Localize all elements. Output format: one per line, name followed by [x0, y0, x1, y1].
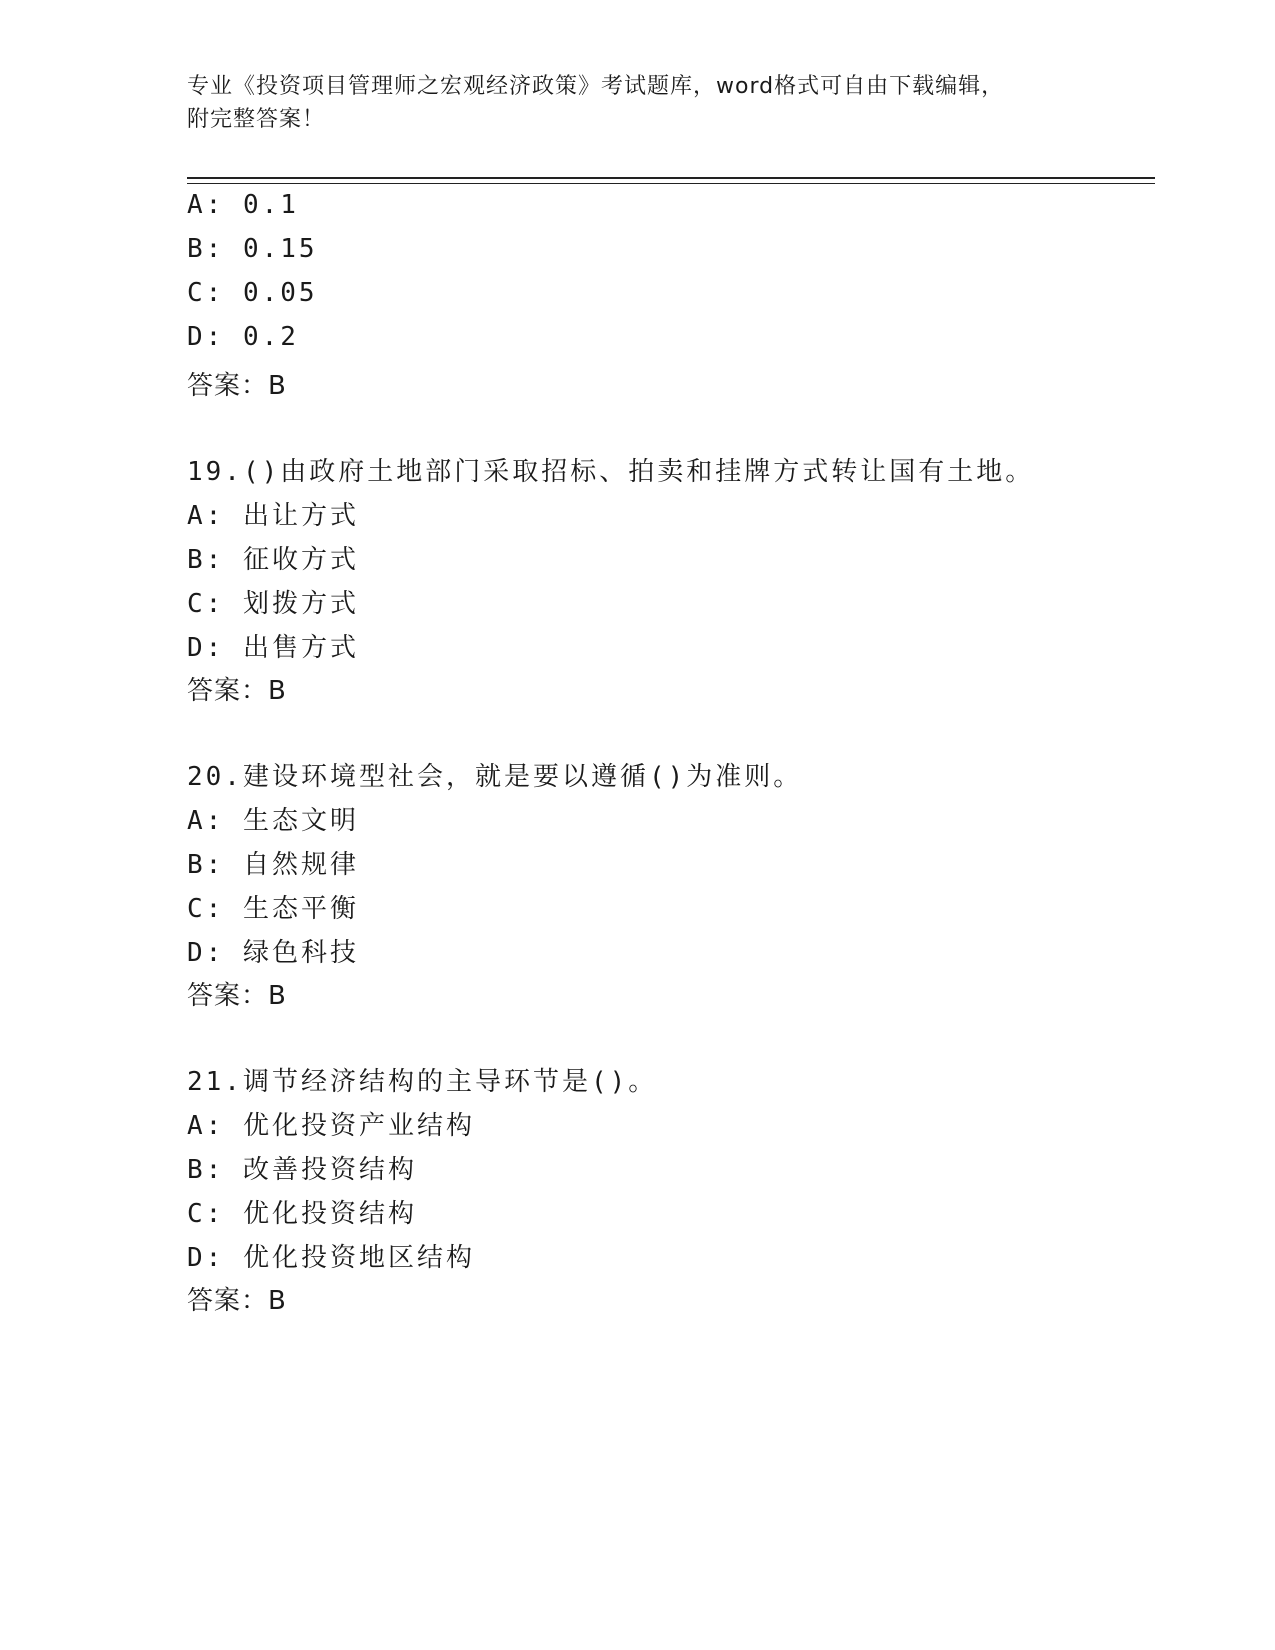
- question-stem: 20.建设环境型社会，就是要以遵循()为准则。: [187, 762, 803, 792]
- option-c: C: 生态平衡: [187, 894, 359, 924]
- question-stem: 19.()由政府土地部门采取招标、拍卖和挂牌方式转让国有土地。: [187, 457, 1035, 487]
- answer: 答案：B: [187, 371, 287, 401]
- answer: 答案：B: [187, 1286, 287, 1316]
- option-c: C: 优化投资结构: [187, 1199, 417, 1229]
- question-stem: 21.调节经济结构的主导环节是()。: [187, 1067, 658, 1097]
- header-divider-thin: [187, 183, 1155, 184]
- option-d: D: 绿色科技: [187, 938, 359, 968]
- option-c: C: 0.05: [187, 278, 318, 308]
- option-b: B: 征收方式: [187, 545, 359, 575]
- header-line-1: 专业《投资项目管理师之宏观经济政策》考试题库，word格式可自由下载编辑，: [187, 74, 1005, 99]
- option-b: B: 自然规律: [187, 850, 359, 880]
- option-a: A: 出让方式: [187, 501, 359, 531]
- header-line-2: 附完整答案！: [187, 107, 326, 132]
- option-a: A: 0.1: [187, 190, 299, 220]
- option-c: C: 划拨方式: [187, 589, 359, 619]
- answer: 答案：B: [187, 676, 287, 706]
- option-b: B: 改善投资结构: [187, 1155, 417, 1185]
- option-a: A: 优化投资产业结构: [187, 1111, 475, 1141]
- document-header: [187, 70, 1087, 136]
- option-b: B: 0.15: [187, 234, 318, 264]
- option-a: A: 生态文明: [187, 806, 359, 836]
- answer: 答案：B: [187, 981, 287, 1011]
- option-d: D: 0.2: [187, 322, 299, 352]
- option-d: D: 出售方式: [187, 633, 359, 663]
- option-d: D: 优化投资地区结构: [187, 1243, 475, 1273]
- header-divider: [187, 177, 1155, 179]
